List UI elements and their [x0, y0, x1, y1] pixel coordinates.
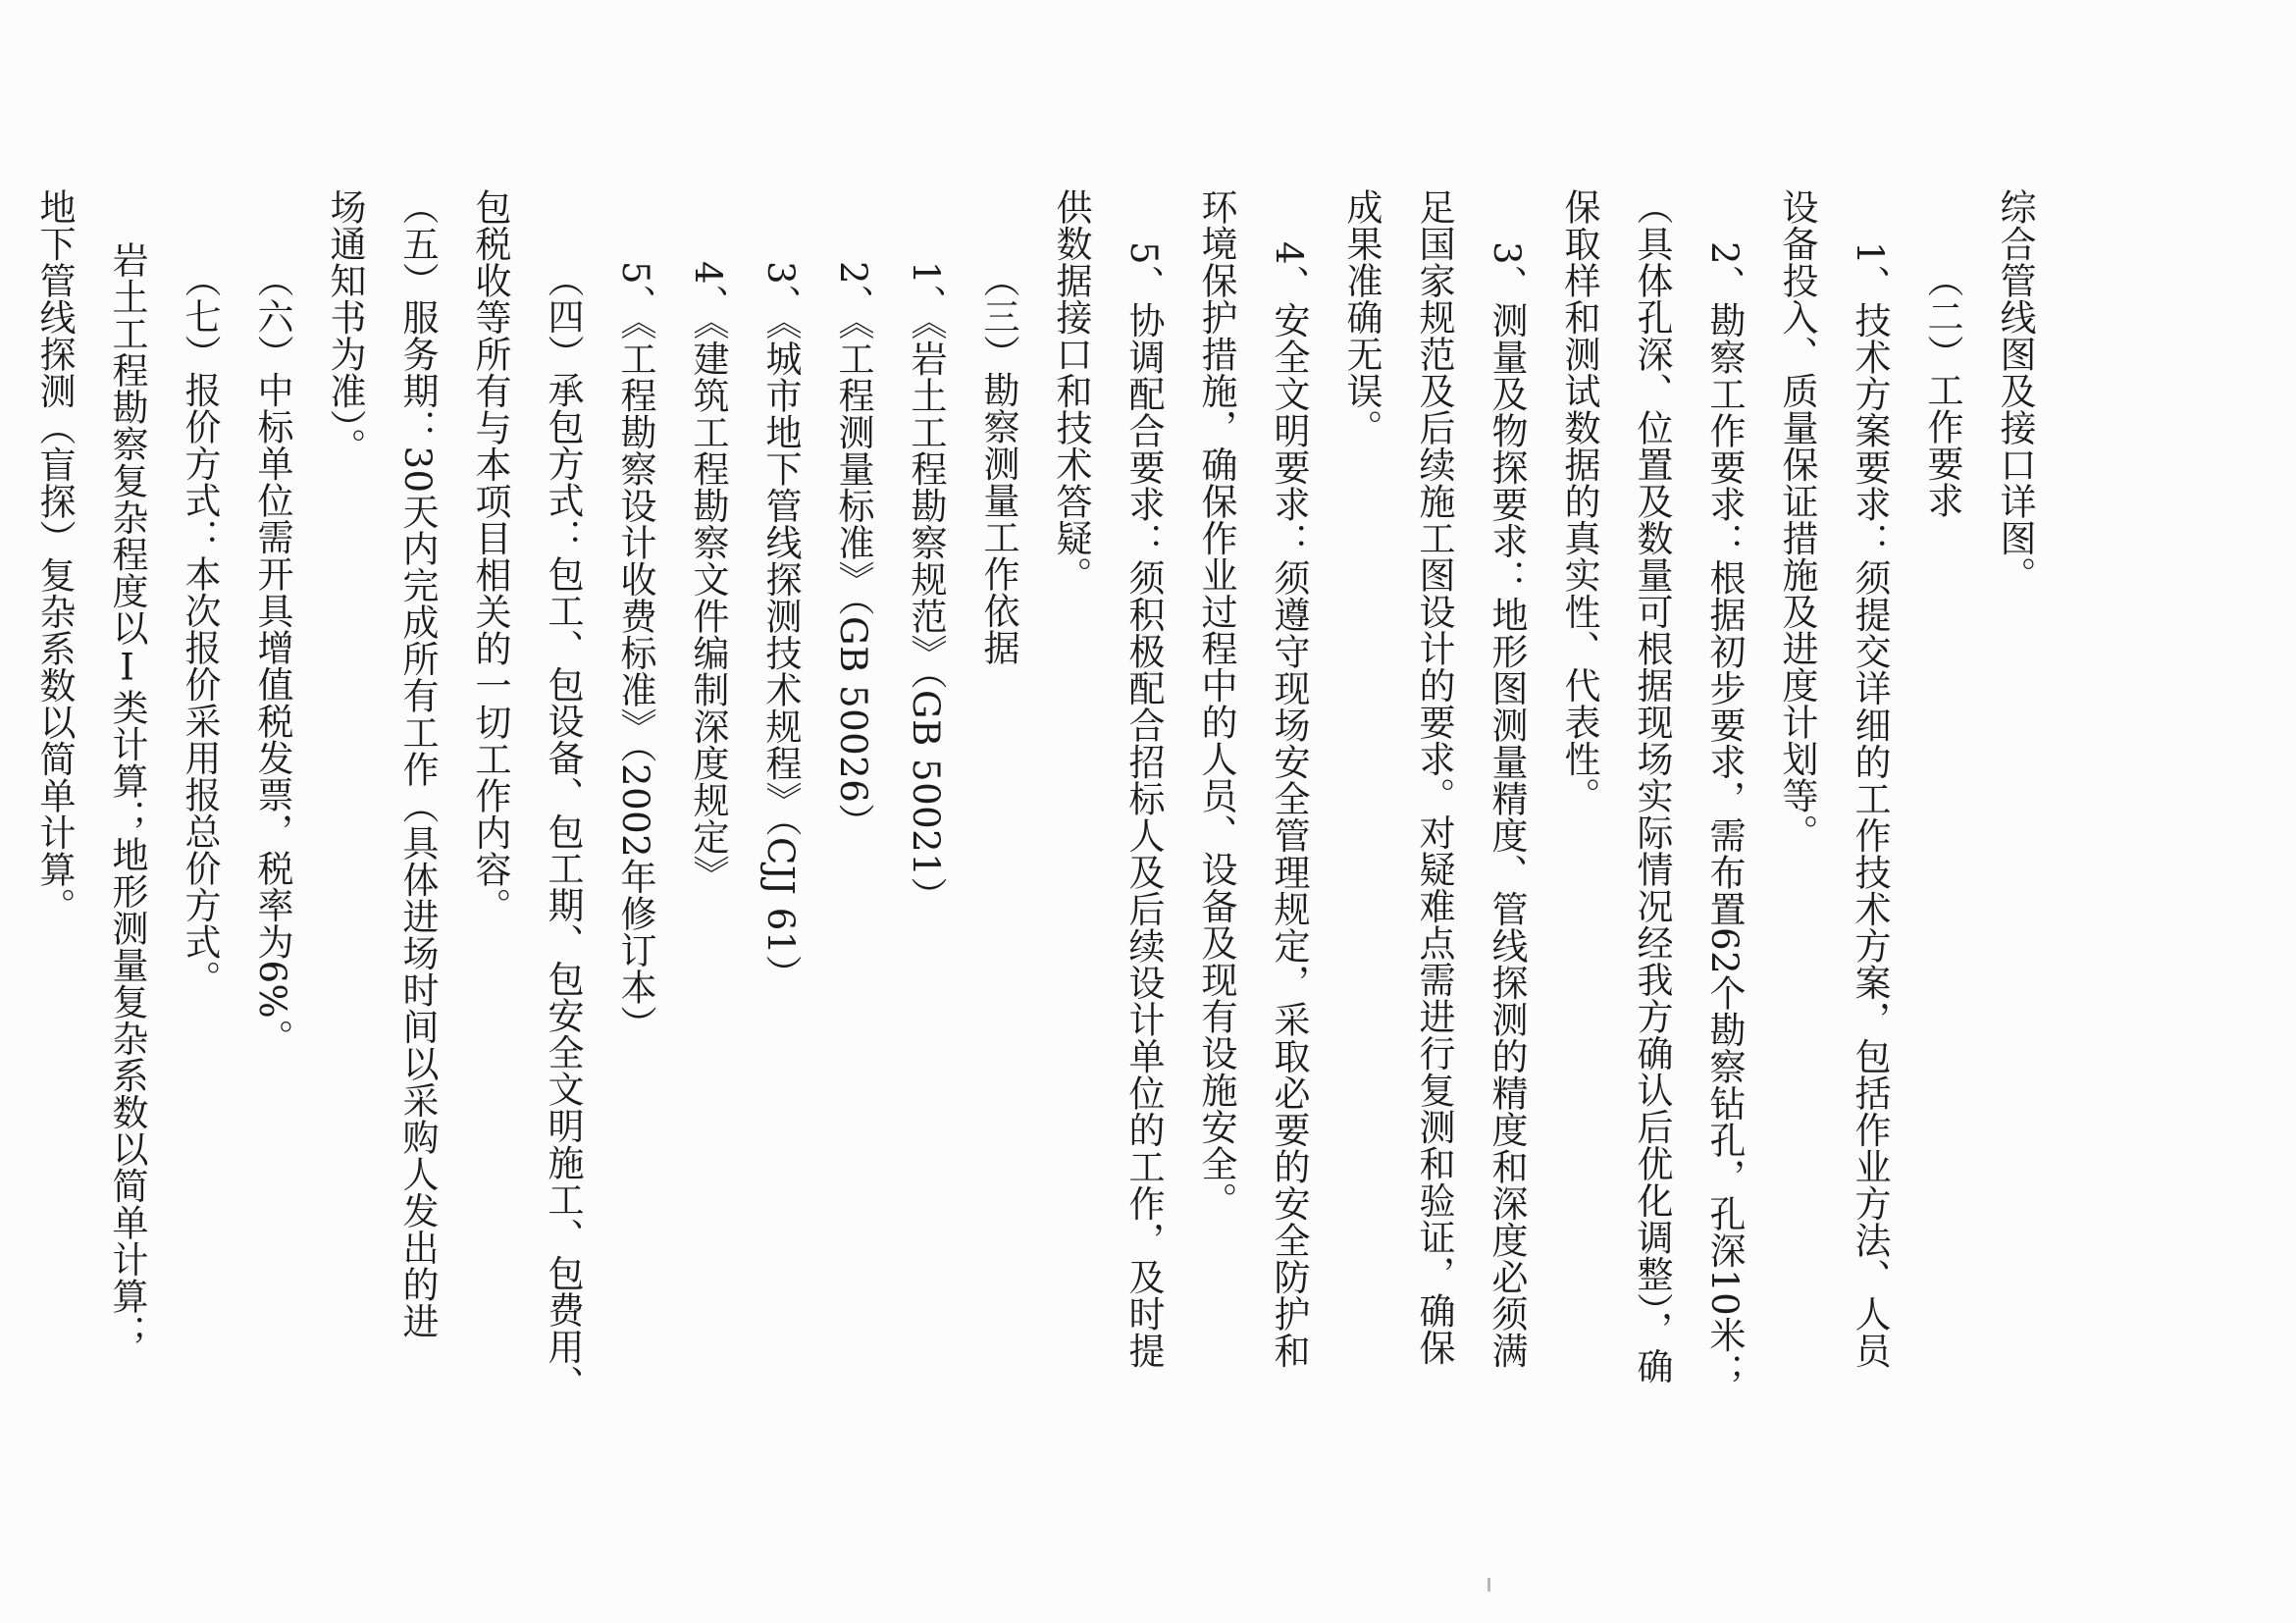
text-line: 3、测量及物探要求：地形图测量精度、管线探测的精度和深度必须满 — [1486, 241, 1528, 1370]
section-heading-work-requirements: （二）工作要求 — [1921, 261, 1963, 519]
text-line: 地下管线探测（盲探）复杂系数以简单计算。 — [33, 188, 76, 924]
text-line: 供数据接口和技术答疑。 — [1050, 188, 1092, 594]
text-line: 成果准确无误。 — [1340, 188, 1383, 446]
list-item: 2、《工程测量标准》（GB 50026） — [832, 261, 874, 840]
text-line: 4、安全文明要求：须遵守现场安全管理规定，采取必要的安全防护和 — [1268, 241, 1310, 1370]
text-line: （具体孔深、位置及数量可根据现场实际情况经我方确认后优化调整），确 — [1631, 188, 1673, 1385]
list-item: 5、《工程勘察设计收费标准》（2002年修订本） — [614, 261, 656, 1042]
scan-mark — [1487, 1578, 1490, 1592]
document-body — [18, 188, 2051, 1562]
text-line: 环境保护措施，确保作业过程中的人员、设备及现有设施安全。 — [1195, 188, 1237, 1219]
text-line: 场通知书为准）。 — [324, 188, 366, 465]
text-line: 综合管线图及接口详图。 — [1994, 188, 2036, 594]
section-invoice: （六）中标单位需开具增值税发票，税率为6%。 — [251, 261, 293, 1056]
list-item: 3、《城市地下管线探测技术规程》（CJJ 61） — [759, 261, 802, 992]
list-item: 4、《建筑工程勘察文件编制深度规定》 — [687, 261, 729, 893]
list-item: 1、《岩土工程勘察规范》（GB 50021） — [905, 261, 947, 914]
section-contract-method: （四）承包方式：包工、包设备、包工期、包安全文明施工、包费用、 — [542, 261, 584, 1402]
section-heading-basis: （三）勘察测量工作依据 — [977, 261, 1019, 666]
section-service-period: （五）服务期：30天内完成所有工作（具体进场时间以采购人发出的进 — [396, 188, 439, 1340]
text-line: 岩土工程勘察复杂程度以Ⅰ类计算；地形测量复杂系数以简单计算； — [106, 241, 148, 1351]
text-line: 保取样和测试数据的真实性、代表性。 — [1558, 188, 1600, 814]
text-line: 5、协调配合要求：须积极配合招标人及后续设计单位的工作，及时提 — [1122, 241, 1165, 1370]
text-line: 包税收等所有与本项目相关的一切工作内容。 — [469, 188, 511, 924]
text-line: 设备投入、质量保证措施及进度计划等。 — [1776, 188, 1818, 851]
text-line: 足国家规范及后续施工图设计的要求。对疑难点需进行复测和验证，确保 — [1413, 188, 1455, 1366]
text-line: 1、技术方案要求：须提交详细的工作技术方案，包括作业方法、人员 — [1849, 241, 1891, 1370]
text-line: 2、勘察工作要求：根据初步要求，需布置62个勘察钻孔，孔深10米； — [1703, 241, 1746, 1390]
section-quotation: （七）报价方式：本次报价采用报总价方式。 — [179, 261, 221, 997]
